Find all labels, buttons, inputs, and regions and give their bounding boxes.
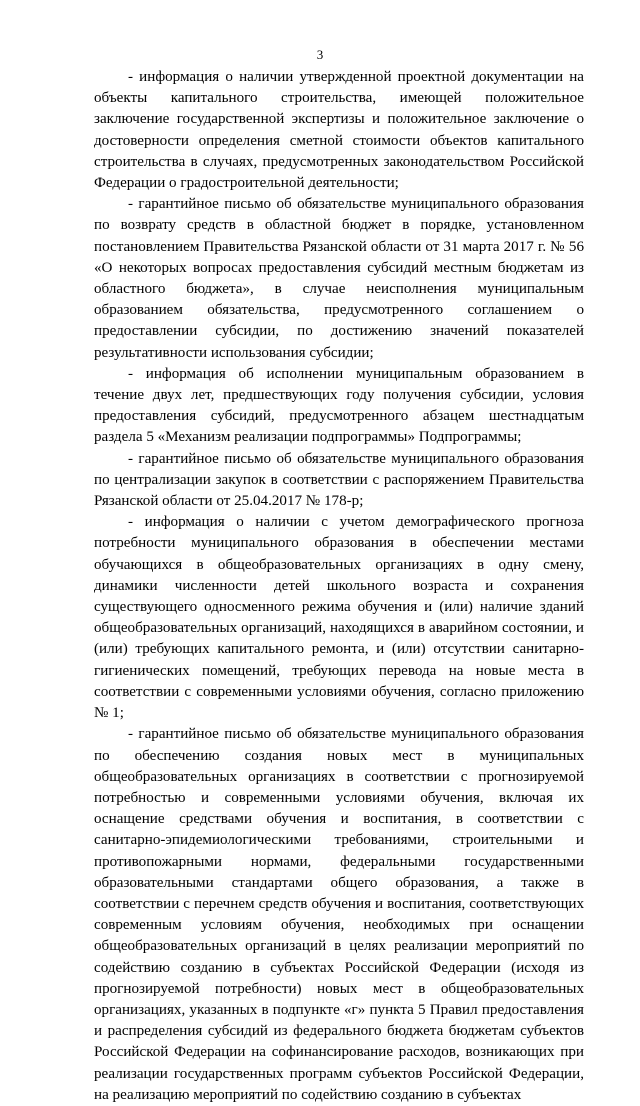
paragraph-demographic-forecast-info: - информация о наличии с учетом демографического прогноза потребности муниципального образования в обеспечении местами обучающихся в общеобразовательных организациях в одну смену, динамики численности детей школьного возраста и сохранения существующего односменного режима обучения и (или) наличие зданий общеобразовательных организаций, находящихся в аварийном состоянии, и (или) требующих капитального ремонта, и (или) отсутствии санитарно-гигиенических помещений, требующих перевода на новые места в соответствии с современными условиями обучения, согласно приложению № 1; (94, 514, 584, 722)
paragraph-procurement-guarantee-letter: - гарантийное письмо об обязательстве муниципального образования по централизации закупок в соответствии с распоряжением Правительства Рязанской области от 25.04.2017 № 178-р; (94, 450, 584, 510)
paragraph-refund-guarantee-letter: - гарантийное письмо об обязательстве муниципального образования по возврату средств в областной бюджет в порядке, установленном постановлением Правительства Рязанской области от 31 марта 2017 г. № 56 «О некоторых вопросах предоставления субсидий местным бюджетам из областного бюджета», в случае неисполнения муниципальным образованием обязательства, предусмотренного соглашением о предоставлении субсидии, по достижению значений показателей результативности использования субсидии; (94, 196, 584, 361)
paragraph-project-documentation: - информация о наличии утвержденной проектной документации на объекты капитального строительства, имеющей положительное заключение государственной экспертизы и положительное заключение о достоверности определения сметной стоимости объектов капитального строительства в случаях, предусмотренных законодательством Российской Федерации о градостроительной деятельности; (94, 69, 584, 192)
document-body (94, 67, 584, 1106)
paragraph-new-places-guarantee-letter: - гарантийное письмо об обязательстве муниципального образования по обеспечению создания новых мест в муниципальных общеобразовательных организациях в соответствии с прогнозируемой потребностью и современными условиями обучения, включая их оснащение средствами обучения и воспитания, в соответствии с санитарно-эпидемиологическими требованиями, строительными и противопожарными нормами, федеральными государственными образовательными стандартами общего образования, а также в соответствии с перечнем средств обучения и воспитания, соответствующих современным условиям обучения, необходимых при оснащении общеобразовательных организаций в целях реализации мероприятий по содействию созданию в субъектах Российской Федерации (исходя из прогнозируемой потребности) новых мест в общеобразовательных организациях, указанных в подпункте «г» пункта 5 Правил предоставления и распределения субсидий из федерального бюджета бюджетам субъектов Российской Федерации на софинансирование расходов, возникающих при реализации государственных программ субъектов Российской Федерации, на реализацию мероприятий по содействию созданию в субъектах (94, 726, 584, 1103)
paragraph-subsidy-conditions-info: - информация об исполнении муниципальным образованием в течение двух лет, предшествующих году получения субсидии, условия предоставления субсидий, предусмотренного абзацем шестнадцатым раздела 5 «Механизм реализации подпрограммы» Подпрограммы; (94, 365, 584, 446)
page-number: 3 (316, 47, 324, 62)
